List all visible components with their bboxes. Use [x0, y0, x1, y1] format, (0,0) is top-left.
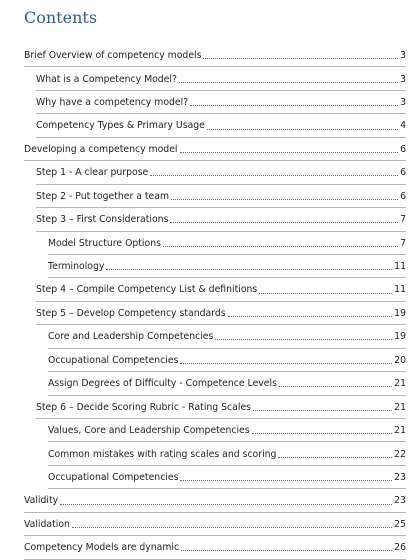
- dot-leader: [180, 152, 399, 153]
- toc-entry-page-number: 23: [394, 495, 406, 507]
- toc-entry-page-number: 11: [394, 284, 406, 296]
- toc-entry[interactable]: [0, 278, 420, 301]
- toc-entry[interactable]: [0, 91, 420, 114]
- toc-entry-label: Model Structure Options: [48, 237, 161, 249]
- toc-entry[interactable]: [0, 419, 420, 442]
- toc-entry-label: Developing a competency model: [24, 143, 178, 155]
- toc-entry[interactable]: [0, 489, 420, 512]
- toc-entry[interactable]: [0, 372, 420, 395]
- dot-leader: [60, 504, 392, 505]
- toc-entry-page-number: 26: [394, 542, 406, 554]
- toc-entry-page-number: 3: [400, 96, 406, 108]
- toc-entry[interactable]: [0, 396, 420, 419]
- toc-entry-page-number: 3: [400, 73, 406, 85]
- toc-entry-page-number: 4: [400, 120, 406, 132]
- dot-leader: [150, 175, 398, 176]
- toc-entry-label: Why have a competency model?: [36, 96, 189, 108]
- toc-entry[interactable]: [0, 114, 420, 137]
- toc-entry-label: Brief Overview of competency models: [24, 50, 202, 62]
- dot-leader: [207, 129, 398, 130]
- toc-entry-page-number: 22: [394, 448, 406, 460]
- table-of-contents: [0, 44, 420, 560]
- toc-entry-label: Common mistakes with rating scales and scoring: [48, 448, 277, 460]
- dot-leader: [278, 457, 392, 458]
- dot-leader: [228, 316, 393, 317]
- toc-entry-page-number: 7: [400, 237, 406, 249]
- toc-entry-label: Validity: [24, 495, 59, 507]
- dot-leader: [279, 386, 392, 387]
- toc-entry-label: Competency Models are dynamic: [24, 542, 180, 554]
- toc-entry-label: What is a Competency Model?: [36, 73, 177, 85]
- toc-entry[interactable]: [0, 466, 420, 489]
- toc-entry-page-number: 6: [400, 190, 406, 202]
- toc-entry-page-number: 21: [394, 425, 406, 437]
- dot-leader: [253, 410, 392, 411]
- dot-leader: [190, 105, 398, 106]
- toc-entry[interactable]: [0, 349, 420, 372]
- toc-entry-label: Step 1 - A clear purpose: [36, 167, 149, 179]
- dot-leader: [72, 527, 392, 528]
- toc-entry-page-number: 3: [400, 50, 406, 62]
- toc-entry-page-number: 19: [394, 331, 406, 343]
- dot-leader: [180, 480, 392, 481]
- toc-entry-label: Validation: [24, 518, 70, 530]
- toc-entry-label: Step 3 – First Considerations: [36, 214, 169, 226]
- toc-entry[interactable]: [0, 185, 420, 208]
- toc-entry-page-number: 25: [394, 518, 406, 530]
- dot-leader: [252, 433, 393, 434]
- toc-entry-page-number: 11: [394, 261, 406, 272]
- dot-leader: [170, 222, 398, 223]
- dot-leader: [179, 82, 398, 83]
- toc-entry-label: Step 5 – Develop Competency standards: [36, 307, 226, 319]
- toc-entry-page-number: 6: [400, 167, 406, 179]
- dot-leader: [259, 293, 392, 294]
- toc-entry[interactable]: [0, 513, 420, 536]
- toc-entry[interactable]: [0, 232, 420, 255]
- toc-entry-page-number: 20: [394, 354, 406, 366]
- toc-entry-page-number: 23: [394, 471, 406, 483]
- toc-entry[interactable]: [0, 325, 420, 348]
- toc-entry-page-number: 7: [400, 214, 406, 226]
- dot-leader: [171, 199, 398, 200]
- dot-leader: [180, 363, 392, 364]
- toc-entry-label: Step 6 – Decide Scoring Rubric - Rating Scales: [36, 401, 252, 413]
- toc-entry-page-number: 21: [394, 378, 406, 390]
- dot-leader: [203, 58, 398, 59]
- toc-entry-label: Terminology: [48, 261, 105, 272]
- toc-entry-label: Competency Types & Primary Usage: [36, 120, 205, 132]
- toc-entry-page-number: 19: [394, 307, 406, 319]
- toc-entry-label: Assign Degrees of Difficulty - Competence Levels: [48, 378, 277, 390]
- toc-entry[interactable]: [0, 208, 420, 231]
- toc-entry[interactable]: [0, 138, 420, 161]
- toc-entry[interactable]: [0, 302, 420, 325]
- toc-entry[interactable]: [0, 442, 420, 465]
- toc-entry[interactable]: [0, 67, 420, 90]
- row-divider: [24, 559, 406, 560]
- toc-entry[interactable]: [0, 161, 420, 184]
- dot-leader: [163, 246, 398, 247]
- toc-entry-label: Occupational Competencies: [48, 471, 179, 483]
- toc-entry[interactable]: [0, 536, 420, 559]
- toc-entry-label: Core and Leadership Competencies: [48, 331, 214, 343]
- dot-leader: [181, 550, 392, 551]
- toc-entry[interactable]: [0, 255, 420, 278]
- toc-entry-label: Values, Core and Leadership Competencies: [48, 425, 250, 437]
- dot-leader: [215, 339, 392, 340]
- dot-leader: [106, 269, 392, 270]
- toc-entry-label: Step 4 – Compile Competency List & definitions: [36, 284, 258, 296]
- page-title: Contents: [24, 8, 98, 27]
- toc-entry-page-number: 21: [394, 401, 406, 413]
- toc-entry-page-number: 6: [400, 143, 406, 155]
- toc-entry[interactable]: [0, 44, 420, 67]
- toc-entry-label: Step 2 - Put together a team: [36, 190, 169, 202]
- toc-entry-label: Occupational Competencies: [48, 354, 179, 366]
